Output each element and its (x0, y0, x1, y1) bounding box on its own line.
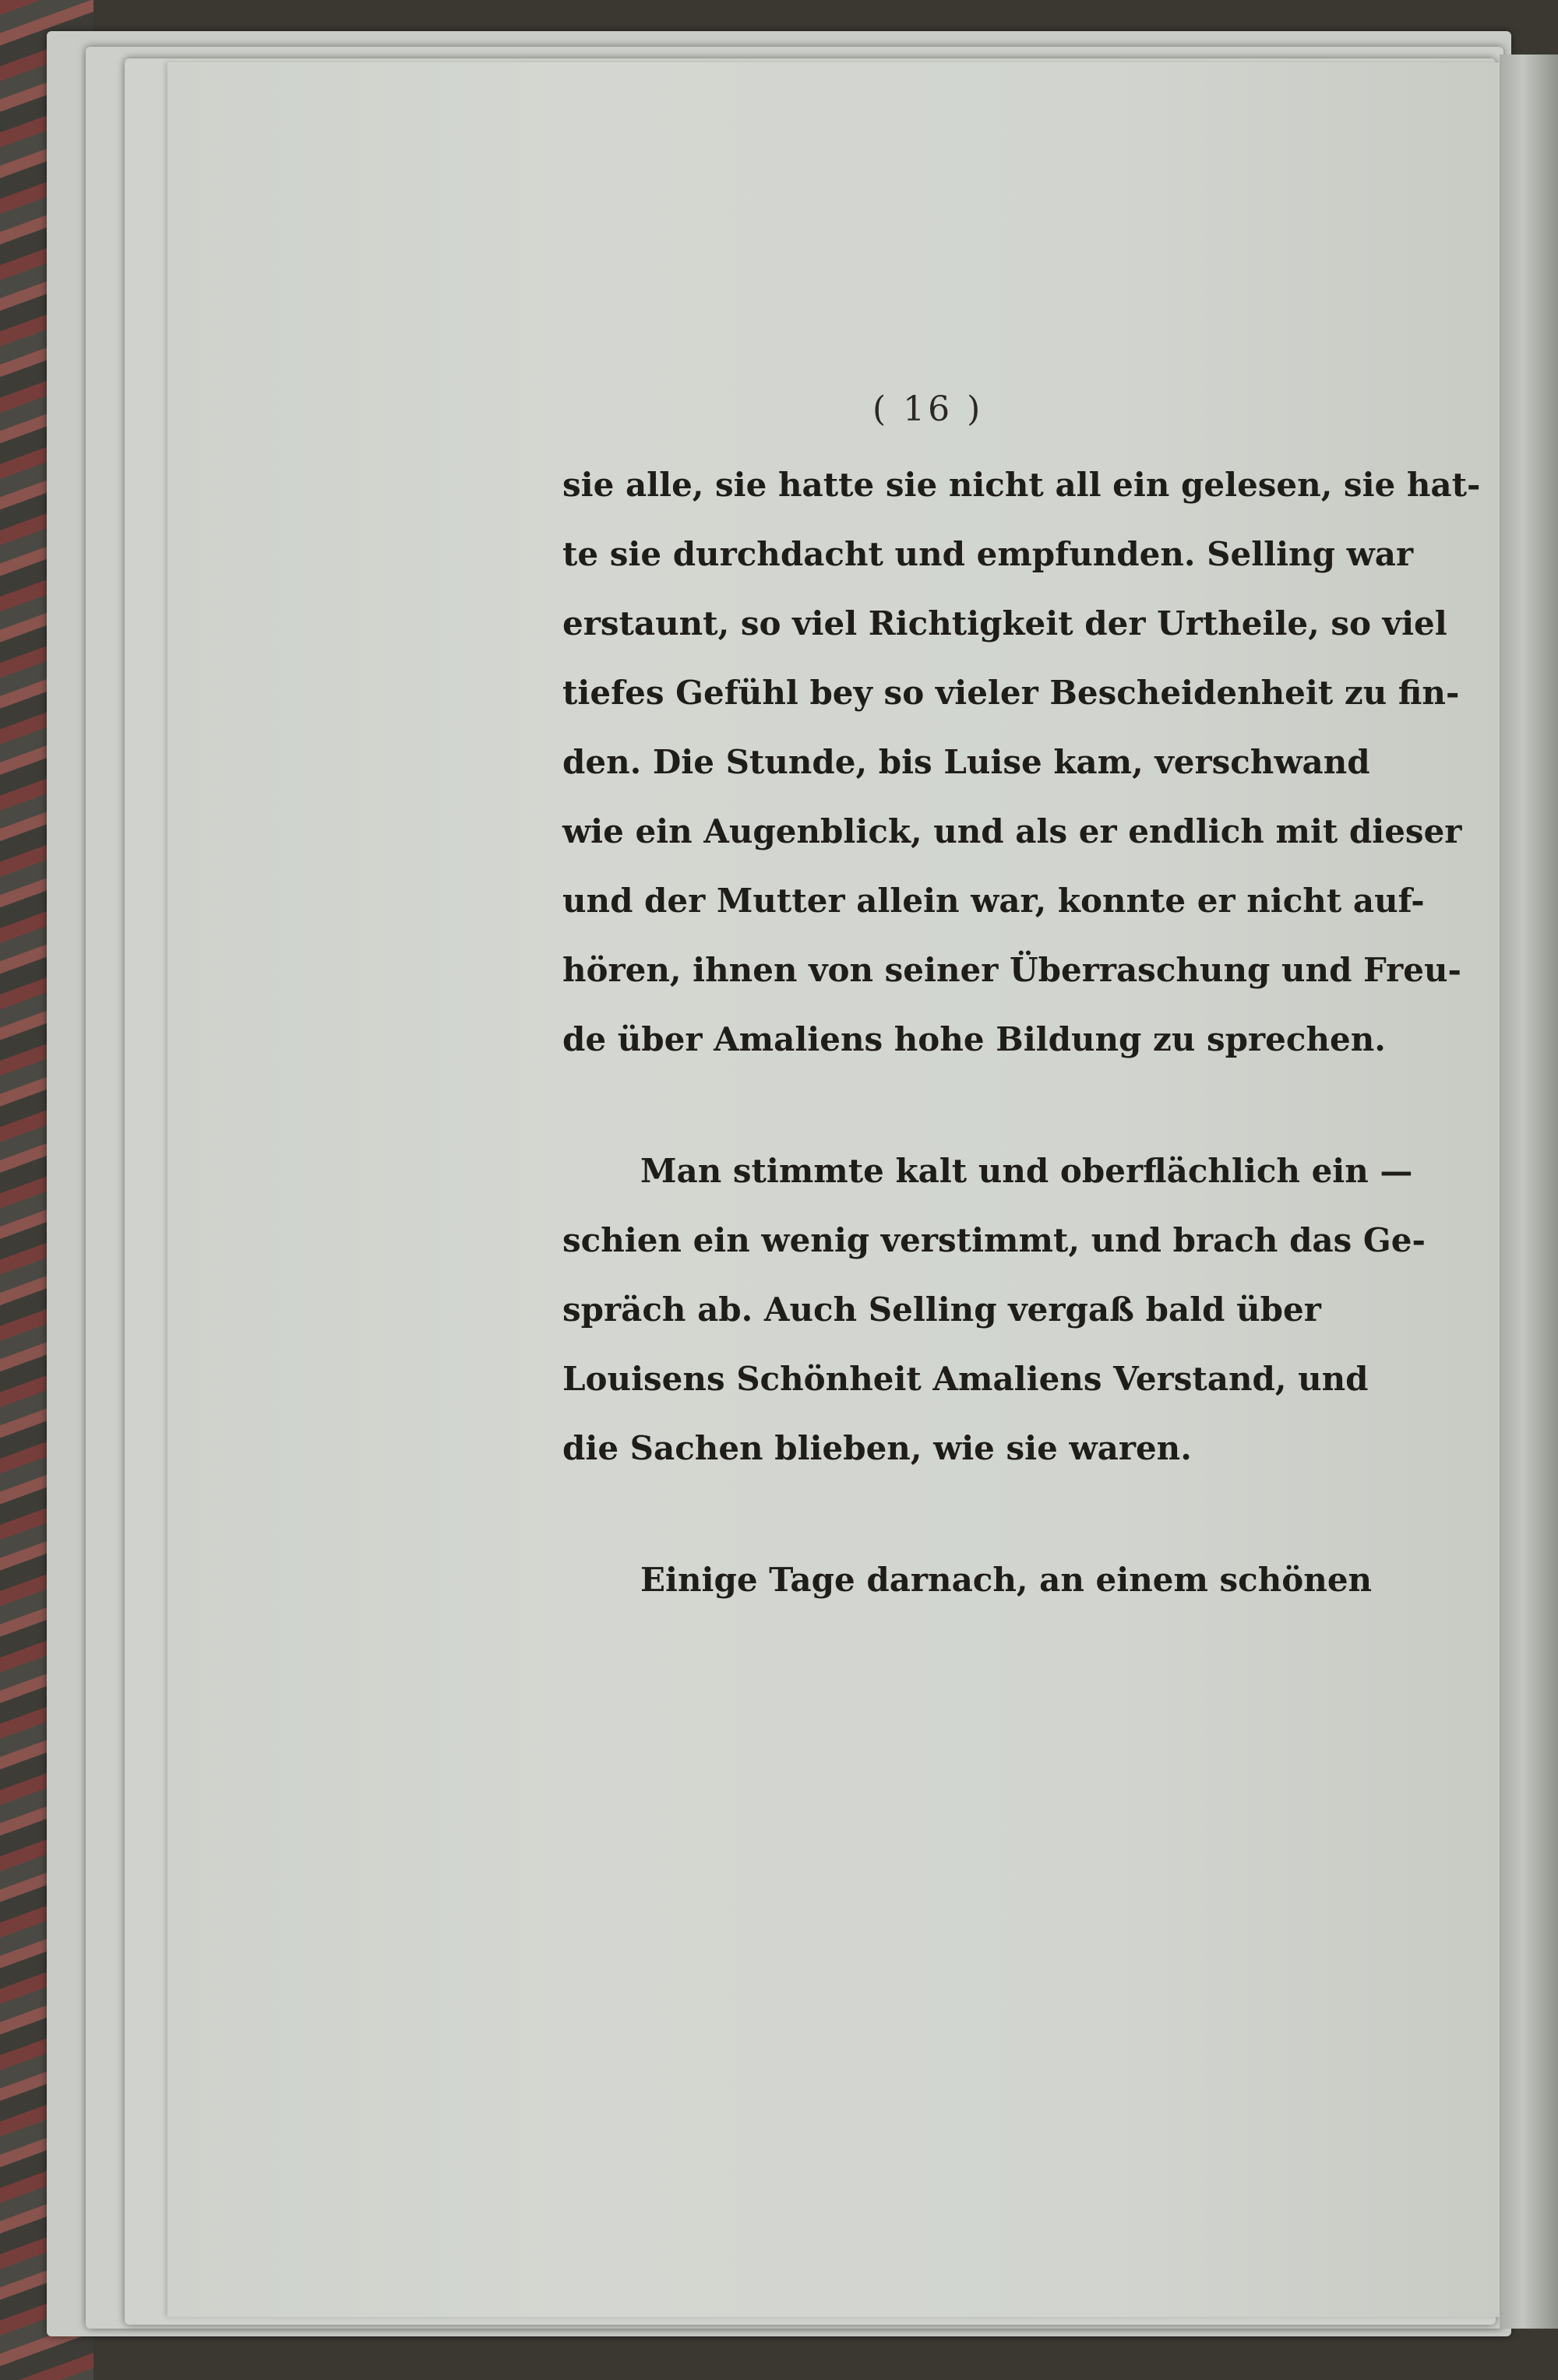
text-line: spräch ab. Auch Selling vergaß bald über (562, 1290, 1321, 1329)
text-line: sie alle, sie hatte sie nicht all ein gelesen, sie hat- (562, 466, 1481, 504)
text-line: tiefes Gefühl bey so vieler Bescheidenheit zu fin- (562, 674, 1460, 712)
text-line: te sie durchdacht und empfunden. Selling war (562, 535, 1414, 573)
facing-page-edge (1500, 55, 1558, 2329)
text-line: wie ein Augenblick, und als er endlich mit dieser (562, 812, 1462, 850)
paragraph-1 (562, 450, 1481, 1074)
page-number: ( 16 ) (872, 389, 984, 429)
text-line: Louisens Schönheit Amaliens Verstand, und (562, 1360, 1369, 1398)
paragraph-2 (562, 1136, 1426, 1483)
text-line: erstaunt, so viel Richtigkeit der Urtheile, so viel (562, 604, 1447, 643)
text-line: und der Mutter allein war, konnte er nicht auf- (562, 882, 1425, 920)
paragraph-3 (562, 1545, 1373, 1614)
body-text (562, 450, 1481, 1614)
text-line: schien ein wenig verstimmt, und brach das Ge- (562, 1221, 1426, 1259)
text-line: den. Die Stunde, bis Luise kam, verschwand (562, 743, 1370, 781)
text-line: die Sachen blieben, wie sie waren. (562, 1429, 1192, 1467)
text-line: Einige Tage darnach, an einem schönen (640, 1561, 1373, 1599)
paragraph-gap (562, 1074, 1320, 1136)
text-line: Man stimmte kalt und oberflächlich ein — (640, 1152, 1413, 1190)
text-line: de über Amaliens hohe Bildung zu sprechen. (562, 1020, 1386, 1058)
text-line: hören, ihnen von seiner Überraschung und Freu- (562, 951, 1461, 989)
paragraph-gap (562, 1483, 1320, 1545)
